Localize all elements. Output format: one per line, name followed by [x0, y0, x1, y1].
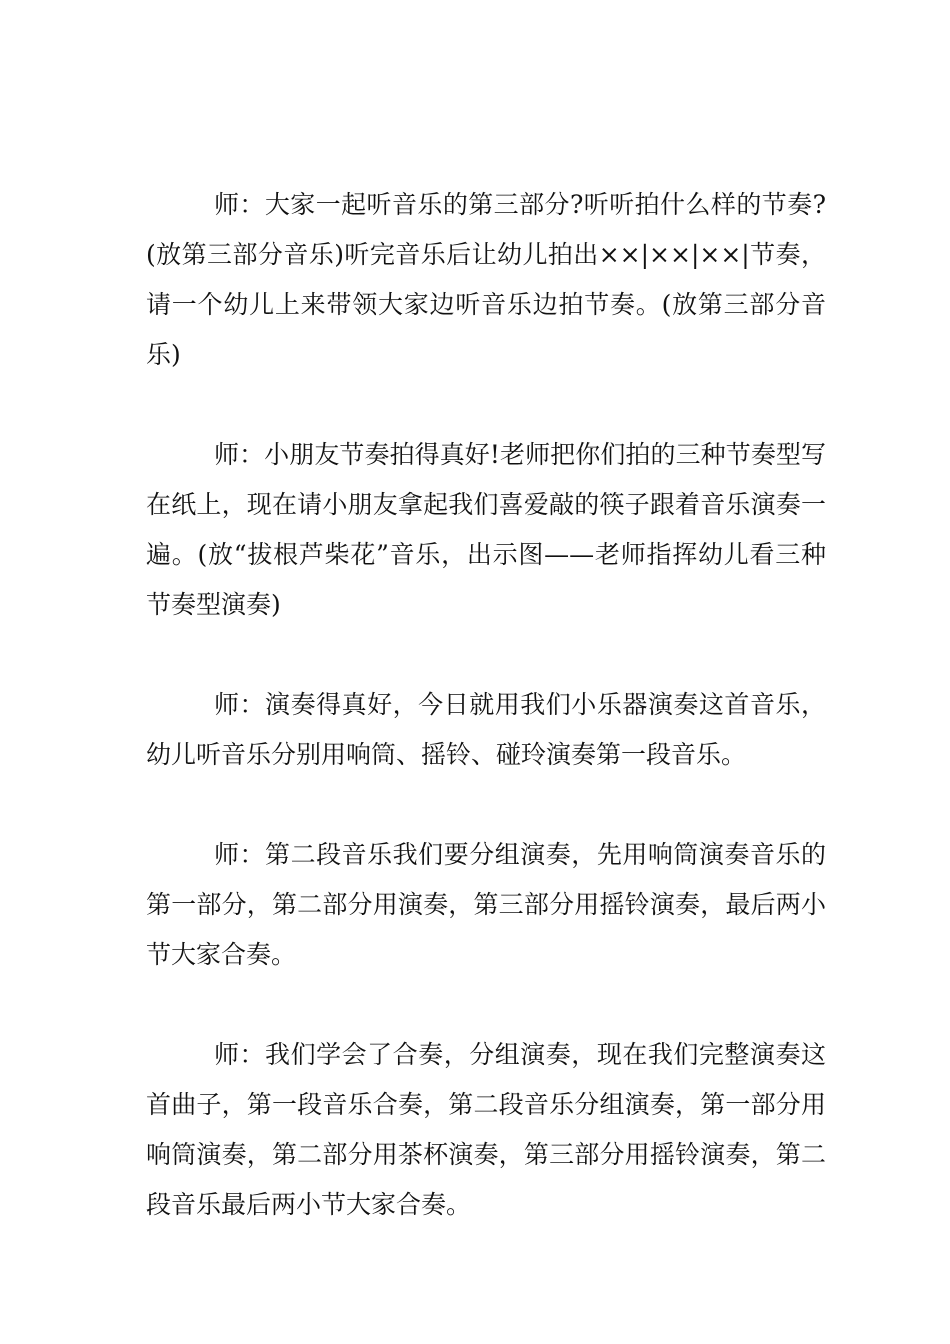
- paragraph-3: 师：演奏得真好，今日就用我们小乐器演奏这首音乐，幼儿听音乐分别用响筒、摇铃、碰玲演奏第一段音乐。: [146, 690, 826, 769]
- paragraph-1: 师：大家一起听音乐的第三部分?听听拍什么样的节奏?(放第三部分音乐)听完音乐后让幼儿拍出××|××|××|节奏，请一个幼儿上来带领大家边听音乐边拍节奏。(放第三部分音乐): [146, 190, 826, 369]
- paragraph-5: 师：我们学会了合奏，分组演奏，现在我们完整演奏这首曲子，第一段音乐合奏，第二段音乐分组演奏，第一部分用响筒演奏，第二部分用茶杯演奏，第三部分用摇铃演奏，第二段音乐最后两小节大家合奏。: [146, 1040, 826, 1219]
- paragraph-spacer: [146, 630, 826, 680]
- paragraph-spacer: [146, 380, 826, 430]
- paragraph-spacer: [146, 780, 826, 830]
- paragraph-spacer: [146, 980, 826, 1030]
- paragraph-4: 师：第二段音乐我们要分组演奏，先用响筒演奏音乐的第一部分，第二部分用演奏，第三部分用摇铃演奏，最后两小节大家合奏。: [146, 840, 826, 969]
- paragraph-2: 师：小朋友节奏拍得真好!老师把你们拍的三种节奏型写在纸上，现在请小朋友拿起我们喜爱敲的筷子跟着音乐演奏一遍。(放“拔根芦柴花”音乐，出示图——老师指挥幼儿看三种节奏型演奏): [146, 440, 826, 619]
- document-body: [146, 180, 826, 1230]
